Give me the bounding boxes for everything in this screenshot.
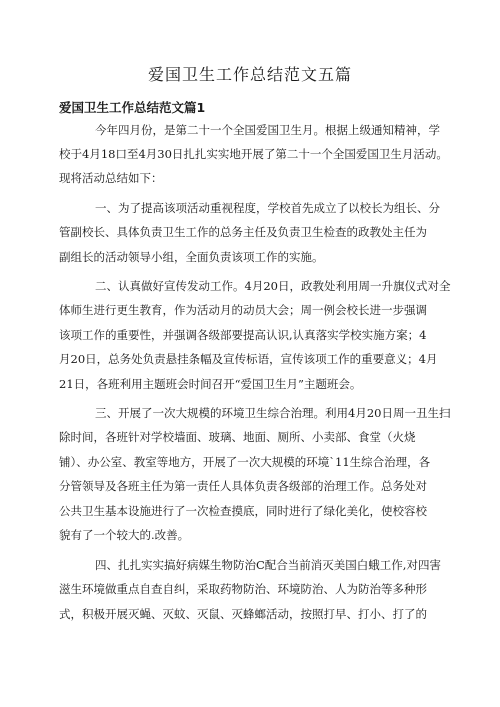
paragraph-line: 铺）、办公室、教室等地方，开展了一次大规模的环境`11生综合治理，各 <box>59 455 431 469</box>
paragraph-line: 三、开展了一次大规模的环境卫生综合治理。利用4月20日周一丑生扫 <box>95 406 451 420</box>
paragraph-line: 管副校长、具体负责卫生工作的总务主任及负责卫生检查的政教处主任为 <box>59 225 427 239</box>
page-title: 爱国卫生工作总结范文五篇 <box>147 65 352 84</box>
paragraph-line: 分管领导及各班主任为第一责任人具体负责各级部的治理工作。总务处对 <box>59 479 427 493</box>
paragraph-line: 副组长的活动领导小组，全面负责该项工作的实施。 <box>59 250 324 264</box>
section-heading: 爱国卫生工作总结范文篇1 <box>59 100 206 115</box>
paragraph-line: 除时间，各班针对学校墙面、玻璃、地面、厕所、小卖部、食堂（火烧 <box>59 430 416 444</box>
paragraph-line: 21日，各班利用主题班会时间召开“爱国卫生月”主题班会。 <box>59 377 362 391</box>
paragraph-line: 式，积极开展灭蝇、灭蚊、灭鼠、灭蜂螂活动，按照打早、打小、打了的 <box>59 607 427 621</box>
paragraph-line: 现将活动总结如下： <box>59 171 163 185</box>
paragraph-line: 今年四月份，是第二十一个全国爱国卫生月。根据上级通知精神，学 <box>95 123 440 137</box>
paragraph-line: 该项工作的重要性，并强调各级部要提高认识,认真落实学校实施方案；4 <box>59 328 427 342</box>
paragraph-line: 校于4月18口至4月30日扎扎实实地开展了第二十一个全国爱国卫生月活动。 <box>59 147 448 161</box>
paragraph-line: 体师生进行更生教育，作为活动月的动员大会；周一例会校长进一步强调 <box>59 303 427 317</box>
paragraph-line: 二、认真做好宣传发动工作。4月20日，政教处利用周一升旗仪式对全 <box>95 279 451 293</box>
paragraph-line: 滋生环境做重点自查自纠，采取药物防治、环境防治、人为防治等多种形 <box>59 582 427 596</box>
paragraph-line: 四、扎扎实实搞好病媒生物防治C配合当前消灭美国白蛾工作,对四害 <box>95 558 441 572</box>
paragraph-line: 月20日，总务处负责悬挂条幅及宣传标语，宣传该项工作的重要意义；4月 <box>59 352 438 366</box>
paragraph-line: 公共卫生基本设施进行了一次检查摸底，同时进行了绿化美化，使校容校 <box>59 504 427 518</box>
paragraph-line: 貌有了一个较大的.改善。 <box>59 528 190 542</box>
paragraph-line: 一、为了提高该项活动重视程度，学校首先成立了以校长为组长、分 <box>95 201 440 215</box>
